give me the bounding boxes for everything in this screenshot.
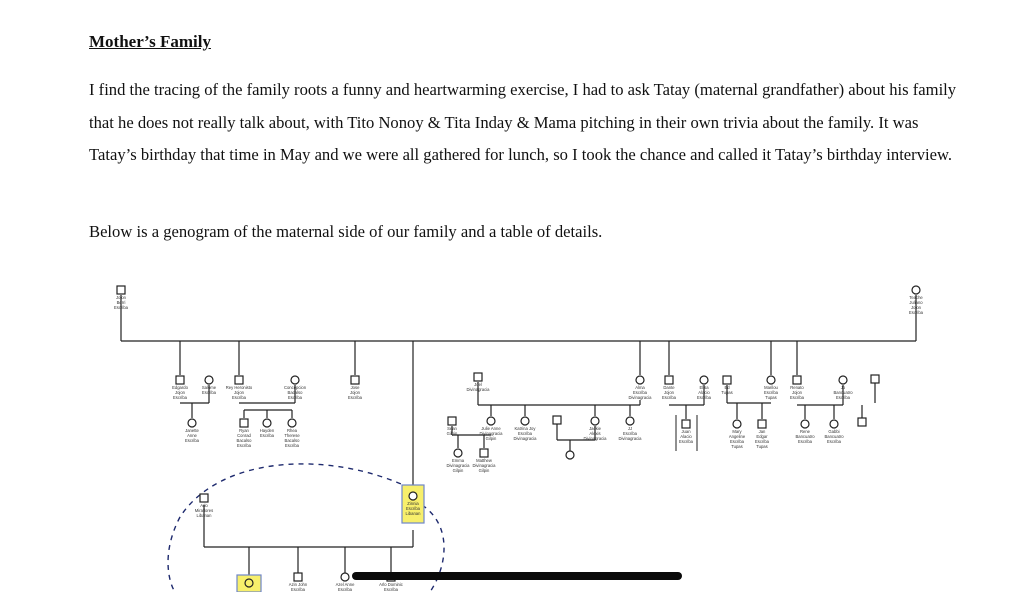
male-symbol xyxy=(858,418,866,426)
person-name-line: Tupas xyxy=(756,444,768,449)
person-node xyxy=(479,417,503,441)
person-node xyxy=(472,449,496,473)
person-name-line: Emma xyxy=(451,458,465,463)
female-symbol xyxy=(487,417,495,425)
female-symbol xyxy=(566,451,574,459)
person-name-line: Escriba xyxy=(679,439,693,444)
person-name-line: Edgardo xyxy=(172,385,188,390)
person-name xyxy=(729,429,746,449)
person-name xyxy=(472,458,496,473)
person-name-line: Escriba xyxy=(232,395,246,400)
person-name-line: Jackie xyxy=(589,426,601,431)
person-name-line: Alma xyxy=(635,385,645,390)
person-name-line: Teache xyxy=(909,295,923,300)
person-name xyxy=(466,382,490,392)
person-name-line: Escriba xyxy=(827,439,841,444)
person-name-line: Escriba xyxy=(730,439,744,444)
genogram-intro-paragraph: Below is a genogram of the maternal side of our family and a table of details. xyxy=(89,222,603,241)
person-name-line: Tupas xyxy=(721,390,733,395)
female-symbol xyxy=(700,376,708,384)
person-name-line: Escriba xyxy=(348,395,362,400)
person-node xyxy=(185,419,200,443)
person-name-line: Miraflores xyxy=(194,508,214,513)
person-name-line: Therese xyxy=(284,433,300,438)
person-name xyxy=(662,385,677,400)
male-symbol xyxy=(117,286,125,294)
person-name xyxy=(284,385,307,400)
person-name-line: Libanan xyxy=(196,513,212,518)
person-name xyxy=(795,429,815,444)
person-name-line: Divinagracia xyxy=(628,395,652,400)
female-symbol xyxy=(912,286,920,294)
person-name xyxy=(289,582,308,592)
person-node xyxy=(466,373,490,392)
person-name-line: Escriba xyxy=(288,395,302,400)
male-symbol xyxy=(351,376,359,384)
person-name-line: Bacalso xyxy=(284,438,300,443)
person-name-line: Escriba xyxy=(114,305,128,310)
female-symbol xyxy=(521,417,529,425)
person-name xyxy=(202,385,217,395)
person-name xyxy=(679,429,694,444)
person-name-line: Escriba xyxy=(338,587,352,592)
person-name-line: Jojon xyxy=(663,390,675,395)
person-name xyxy=(479,426,503,441)
person-name xyxy=(379,582,403,592)
person-name xyxy=(447,426,458,436)
person-name-line: Renato xyxy=(790,385,804,390)
person-name-line: Ed xyxy=(724,385,730,390)
person-name-line: Escriba xyxy=(798,439,812,444)
person-name xyxy=(790,385,805,400)
person-node xyxy=(348,376,363,400)
person-name-line: Escriba xyxy=(260,433,274,438)
male-symbol xyxy=(448,417,456,425)
male-symbol xyxy=(200,494,208,502)
male-symbol xyxy=(758,420,766,428)
person-name xyxy=(583,426,607,441)
female-symbol xyxy=(626,417,634,425)
person-node xyxy=(697,376,712,400)
female-symbol xyxy=(830,420,838,428)
person-name-line: Bacalso xyxy=(287,390,303,395)
male-symbol xyxy=(682,420,690,428)
person-name-line: Divinagracia xyxy=(446,463,470,468)
person-node xyxy=(755,420,770,449)
person-node xyxy=(172,376,189,400)
person-node xyxy=(909,286,924,315)
person-name-line: Tupas xyxy=(731,444,743,449)
female-symbol xyxy=(288,419,296,427)
person-name-line: Sean xyxy=(447,426,457,431)
person-node xyxy=(446,449,470,473)
person-node xyxy=(237,419,253,448)
person-name xyxy=(446,458,470,473)
person-name-line: Escriba xyxy=(185,438,199,443)
person-name-line: Escriba xyxy=(790,395,804,400)
person-node xyxy=(114,286,129,310)
person-name xyxy=(764,385,779,400)
person-name-line: Juliano xyxy=(909,300,923,305)
person-name-line: Escriba xyxy=(764,390,778,395)
person-name-line: Katrina Joy xyxy=(514,426,536,431)
person-name xyxy=(284,428,300,448)
person-name xyxy=(721,385,732,395)
person-name-line: Escriba xyxy=(697,395,711,400)
person-name-line: Berri xyxy=(116,300,126,305)
home-indicator xyxy=(352,572,682,580)
person-name-line: Salome xyxy=(201,385,217,390)
person-node xyxy=(833,376,853,400)
female-symbol xyxy=(205,376,213,384)
person-name-line: Bancuatro xyxy=(833,390,853,395)
person-name-line: Gilpin xyxy=(452,468,464,473)
person-name-line: Edgar xyxy=(756,434,768,439)
person-name-line: Azel Anne xyxy=(335,582,355,587)
person-name-line: Escriba xyxy=(202,390,216,395)
person-node xyxy=(729,420,746,449)
person-name-line: Escriba xyxy=(384,587,398,592)
person-node xyxy=(447,417,458,436)
person-name-line: Divinagracia xyxy=(479,431,503,436)
person-name-line: Escriba xyxy=(173,395,187,400)
person-name-line: Gilpin xyxy=(478,468,490,473)
person-name-line: Rhea xyxy=(286,428,298,433)
person-name-line: Jose xyxy=(350,385,360,390)
person-node xyxy=(583,417,607,441)
person-name-line: Escriba xyxy=(836,395,850,400)
person-node xyxy=(202,376,217,395)
person-node xyxy=(226,376,253,400)
person-node xyxy=(824,420,844,444)
female-symbol xyxy=(263,419,271,427)
person-node xyxy=(790,376,805,400)
person-node xyxy=(628,376,652,400)
person-node xyxy=(721,376,732,395)
person-node xyxy=(618,417,642,441)
person-name-line: Divinagracia xyxy=(472,463,496,468)
person-node xyxy=(513,417,537,441)
female-symbol xyxy=(839,376,847,384)
person-name-line: Divinagracia xyxy=(583,436,607,441)
highlight-box xyxy=(237,575,261,592)
person-name-line: Conrad xyxy=(237,433,251,438)
person-name-line: Jojon xyxy=(791,390,803,395)
person-name-line: Hayden xyxy=(259,428,275,433)
person-node xyxy=(764,376,779,400)
person-node xyxy=(795,420,815,444)
person-name-line: Bancuatro xyxy=(795,434,815,439)
person-name-line: Bacalso xyxy=(236,438,252,443)
person-name-line: Escriba xyxy=(623,431,637,436)
person-name-line: Escriba xyxy=(406,506,420,511)
person-name-line: Mary xyxy=(732,429,742,434)
person-name xyxy=(697,385,712,400)
person-name-line: Joel xyxy=(474,382,482,387)
person-name xyxy=(628,385,652,400)
person-name-line: Jojon xyxy=(174,390,186,395)
person-name-line: Divinagracia xyxy=(618,436,642,441)
person-name-line: Anne xyxy=(187,433,197,438)
person-name xyxy=(195,503,213,518)
person-name-line: Dante xyxy=(663,385,675,390)
person-name xyxy=(909,295,924,315)
person-name-line: Zinnia xyxy=(407,501,419,506)
person-node xyxy=(260,419,275,438)
intro-paragraph: I find the tracing of the family roots a funny and heartwarming exercise, I had to ask Tatay (maternal grandfather) about his family that he does not really talk about, with Tito Nonoy & Tita Inday & Mama pitching in their own trivia about the family. It was Tatay’s birthday that time in May and we were all gathered for lunch, so I took the chance and called it Tatay’s birthday interview. xyxy=(89,80,957,165)
male-symbol xyxy=(474,373,482,381)
person-name-line: Rey Heronisto xyxy=(225,385,253,390)
male-symbol xyxy=(723,376,731,384)
person-name-line: Gilpin xyxy=(485,436,497,441)
person-name-line: Libanan xyxy=(405,511,421,516)
person-name-line: Jojon xyxy=(910,305,922,310)
female-symbol xyxy=(291,376,299,384)
person-name-line: Alacio xyxy=(680,434,692,439)
person-name-line: Julie Anne xyxy=(481,426,501,431)
person-name-line: Marilou xyxy=(764,385,778,390)
page-heading: Mother’s Family xyxy=(89,32,211,51)
person-name-line: Escriba xyxy=(633,390,647,395)
person-name xyxy=(172,385,189,400)
person-name-line: Arlo Dominic xyxy=(379,582,403,587)
male-symbol xyxy=(480,449,488,457)
female-symbol xyxy=(591,417,599,425)
person-name xyxy=(336,582,356,592)
person-name-line: Escriba xyxy=(755,439,769,444)
female-symbol xyxy=(454,449,462,457)
person-name-line: Ryan xyxy=(239,428,249,433)
person-name-line: Arlo xyxy=(200,503,208,508)
person-name-line: Rene xyxy=(799,429,811,434)
person-name-line: Jo xyxy=(840,385,846,390)
person-name-line: Juan xyxy=(681,429,691,434)
person-name-line: Janette xyxy=(185,428,199,433)
female-symbol xyxy=(409,492,417,500)
person-name-line: Elisa xyxy=(699,385,709,390)
person-node xyxy=(284,376,307,400)
person-name-line: Alexis xyxy=(589,431,601,436)
person-node xyxy=(284,419,300,448)
person-name-line: Bancuatro xyxy=(824,434,844,439)
female-symbol xyxy=(188,419,196,427)
person-name-line: Escriba xyxy=(291,587,305,592)
person-name-line: Jojon xyxy=(233,390,245,395)
person-name-line: Jojon xyxy=(349,390,361,395)
person-name xyxy=(237,428,253,448)
person-name xyxy=(114,295,129,310)
male-symbol xyxy=(793,376,801,384)
person-name-line: JJ xyxy=(627,426,633,431)
person-node xyxy=(679,420,694,444)
person-name-line: Alacio xyxy=(698,390,710,395)
person-name xyxy=(755,429,770,449)
person-name xyxy=(226,385,253,400)
person-name-line: Escriba xyxy=(909,310,923,315)
male-symbol xyxy=(553,416,561,424)
person-name-line: Jan xyxy=(758,429,766,434)
person-name-line: Gilpin xyxy=(446,431,458,436)
female-symbol xyxy=(341,573,349,581)
person-name xyxy=(824,429,844,444)
person-name xyxy=(260,428,275,438)
person-name-line: Escriba xyxy=(237,443,251,448)
female-symbol xyxy=(767,376,775,384)
person-name-line: Escriba xyxy=(662,395,676,400)
male-symbol xyxy=(665,376,673,384)
female-symbol xyxy=(636,376,644,384)
male-symbol xyxy=(176,376,184,384)
person-name xyxy=(618,426,642,441)
person-name xyxy=(513,426,537,441)
male-symbol xyxy=(871,375,879,383)
female-symbol xyxy=(801,420,809,428)
person-name-line: Concepcion xyxy=(283,385,307,390)
male-symbol xyxy=(235,376,243,384)
person-name-line: Escriba xyxy=(518,431,532,436)
person-name-line: Gabbi xyxy=(828,429,840,434)
person-name-line: Escriba xyxy=(285,443,299,448)
person-name-line: Tupas xyxy=(765,395,777,400)
person-name-line: Azin John xyxy=(288,582,308,587)
person-name-line: Divinagracia xyxy=(466,387,490,392)
person-name-line: Jojon xyxy=(115,295,127,300)
person-name xyxy=(185,428,200,443)
person-name-line: Matthew xyxy=(476,458,492,463)
genogram-diagram xyxy=(0,255,1024,592)
person-name xyxy=(833,385,853,400)
female-symbol xyxy=(733,420,741,428)
person-name xyxy=(348,385,363,400)
person-node xyxy=(662,376,677,400)
person-name-line: Divinagracia xyxy=(513,436,537,441)
person-name-line: Angeline xyxy=(728,434,746,439)
person-node xyxy=(289,573,308,592)
male-symbol xyxy=(240,419,248,427)
person-node xyxy=(402,485,424,523)
male-symbol xyxy=(294,573,302,581)
